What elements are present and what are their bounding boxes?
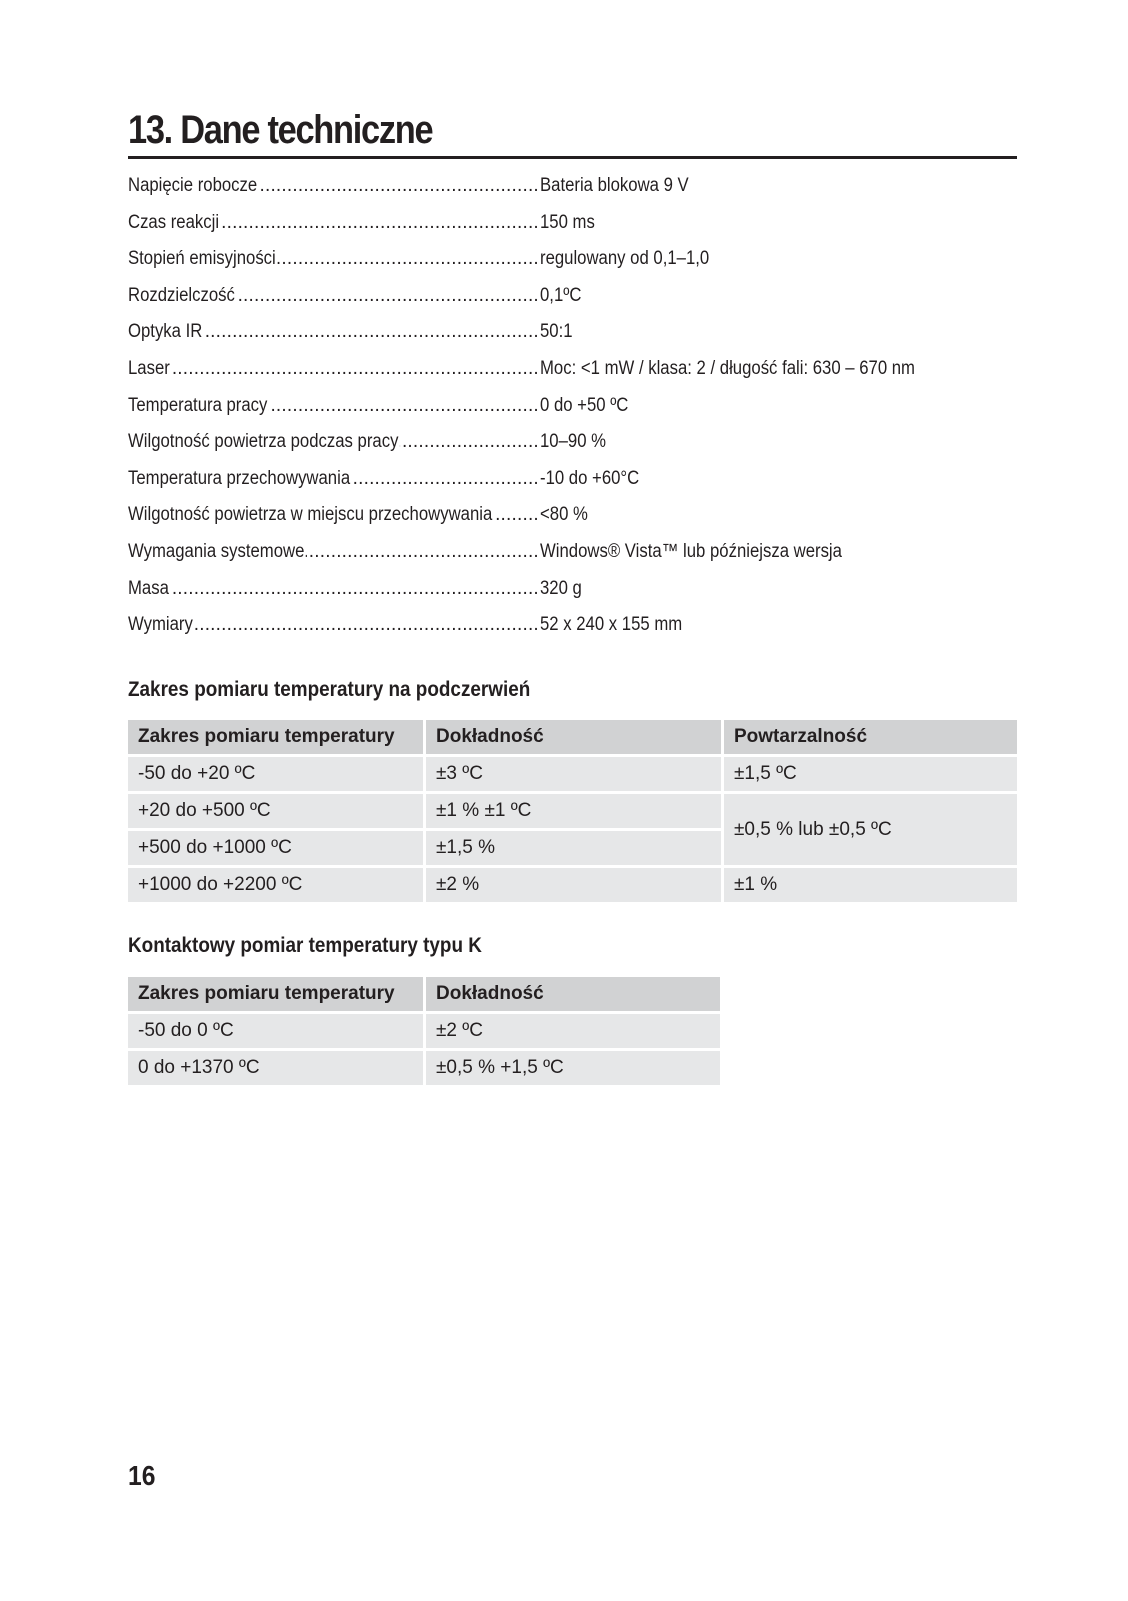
- table-header-row: [128, 720, 1017, 754]
- table-row: [128, 757, 1017, 791]
- table-cell: ±2 ºC: [426, 1014, 720, 1048]
- spec-row: [128, 541, 1017, 578]
- table-row: [128, 1014, 720, 1048]
- table-cell: -50 do 0 ºC: [128, 1014, 423, 1048]
- table-cell: +1000 do +2200 ºC: [128, 868, 423, 902]
- spec-row: [128, 468, 1017, 505]
- title-rule: [128, 156, 1017, 159]
- spec-row: [128, 175, 1017, 212]
- table-row: [128, 1051, 720, 1085]
- table-header-cell: Powtarzalność: [724, 720, 1017, 754]
- page-title: 13. Dane techniczne: [128, 108, 433, 152]
- table-cell: 0 do +1370 ºC: [128, 1051, 423, 1085]
- spec-value: 10–90 %: [540, 431, 607, 453]
- k-section-heading: Kontaktowy pomiar temperatury typu K: [128, 934, 482, 957]
- spec-value: -10 do +60°C: [540, 467, 640, 489]
- ir-section-heading: Zakres pomiaru temperatury na podczerwień: [128, 678, 531, 701]
- spec-row: [128, 395, 1017, 432]
- spec-row: [128, 321, 1017, 358]
- spec-label: Laser .....: [128, 358, 538, 380]
- spec-value: 52 x 240 x 155 mm: [540, 614, 683, 636]
- spec-label: Stopień emisyjności .....: [128, 248, 538, 270]
- table-cell: ±1 %: [724, 868, 1017, 902]
- table-cell: ±1,5 %: [426, 831, 721, 865]
- ir-range-table: [125, 717, 1020, 905]
- spec-label: Temperatura pracy .....: [128, 395, 538, 417]
- spec-row: [128, 578, 1017, 615]
- spec-label: Wymagania systemowe .....: [128, 541, 538, 563]
- page-number: 16: [128, 1460, 156, 1491]
- table-row: [128, 868, 1017, 902]
- spec-row: [128, 285, 1017, 322]
- spec-row: [128, 614, 1017, 651]
- table-row: [128, 794, 1017, 828]
- spec-value: 50:1: [540, 321, 573, 343]
- table-cell: ±1 % ±1 ºC: [426, 794, 721, 828]
- spec-label: Wilgotność powietrza podczas pracy .....: [128, 431, 538, 453]
- spec-label: Masa .....: [128, 578, 538, 600]
- spec-value: Windows® Vista™ lub późniejsza wersja: [540, 540, 842, 562]
- spec-value: 0 do +50 ºC: [540, 394, 629, 416]
- table-header-cell: Dokładność: [426, 977, 720, 1011]
- spec-label: Wilgotność powietrza w miejscu przechowywania .....: [128, 504, 538, 526]
- table-cell: +500 do +1000 ºC: [128, 831, 423, 865]
- spec-row: [128, 212, 1017, 249]
- spec-label: Rozdzielczość .....: [128, 285, 538, 307]
- spec-row: [128, 248, 1017, 285]
- table-cell: ±0,5 % +1,5 ºC: [426, 1051, 720, 1085]
- spec-label: Optyka IR .....: [128, 321, 538, 343]
- k-type-table: [125, 974, 723, 1088]
- table-cell: ±3 ºC: [426, 757, 721, 791]
- spec-value: regulowany od 0,1–1,0: [540, 248, 710, 270]
- table-header-cell: Dokładność: [426, 720, 721, 754]
- spec-row: [128, 431, 1017, 468]
- spec-label: Wymiary .....: [128, 614, 538, 636]
- table-cell: +20 do +500 ºC: [128, 794, 423, 828]
- table-cell: -50 do +20 ºC: [128, 757, 423, 791]
- table-header-cell: Zakres pomiaru temperatury: [128, 720, 423, 754]
- table-header-row: [128, 977, 720, 1011]
- spec-list: [128, 175, 1017, 651]
- spec-value: Bateria blokowa 9 V: [540, 175, 689, 196]
- table-header-cell: Zakres pomiaru temperatury: [128, 977, 423, 1011]
- spec-row: [128, 358, 1017, 395]
- table-cell: ±2 %: [426, 868, 721, 902]
- spec-value: 0,1ºC: [540, 284, 582, 306]
- spec-label: Czas reakcji .....: [128, 212, 538, 234]
- table-cell: ±1,5 ºC: [724, 757, 1017, 791]
- spec-label: Napięcie robocze .....: [128, 175, 538, 197]
- spec-value: Moc: <1 mW / klasa: 2 / długość fali: 630 – 670 nm: [540, 357, 915, 379]
- spec-row: [128, 504, 1017, 541]
- spec-value: 150 ms: [540, 211, 595, 233]
- spec-label: Temperatura przechowywania .....: [128, 468, 538, 490]
- table-cell-merged: ±0,5 % lub ±0,5 ºC: [724, 794, 1017, 865]
- spec-value: 320 g: [540, 577, 582, 599]
- spec-value: <80 %: [540, 504, 588, 526]
